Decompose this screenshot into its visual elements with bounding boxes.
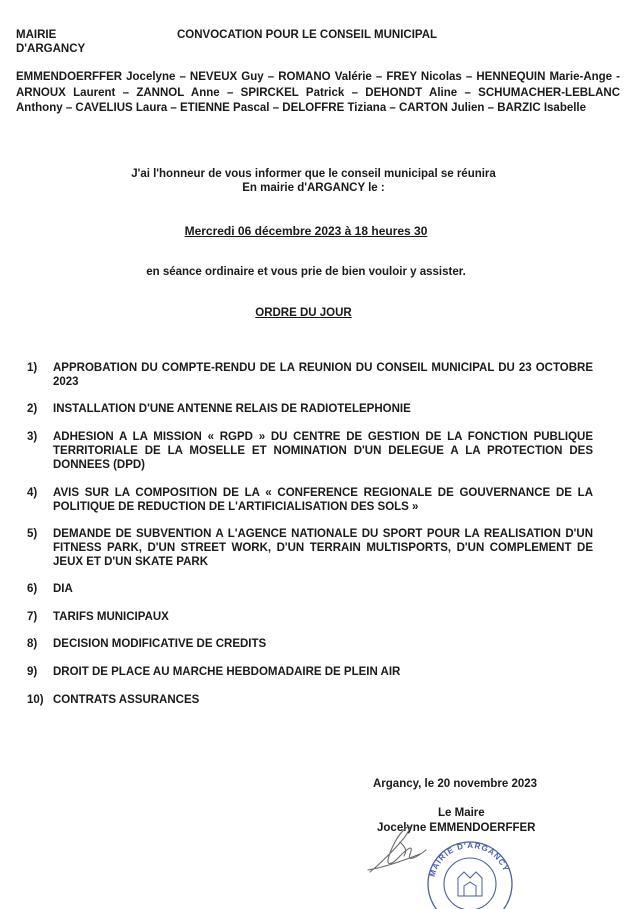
agenda-item	[27, 361, 593, 389]
seal-emblem-icon	[458, 872, 482, 896]
agenda-item	[27, 486, 593, 514]
mayor-role: Le Maire	[438, 807, 485, 819]
agenda-item	[27, 693, 593, 707]
agenda-item-number: 4)	[27, 487, 38, 499]
agenda-item-text: DIA	[53, 583, 73, 595]
place-date: Argancy, le 20 novembre 2023	[373, 778, 538, 790]
agenda-item-number: 5)	[27, 528, 38, 540]
agenda-item-text: DECISION MODIFICATIVE DE CREDITS	[53, 638, 267, 650]
agenda-item-number: 9)	[27, 666, 38, 678]
agenda-item-text: DROIT DE PLACE AU MARCHE HEBDOMADAIRE DE PLEIN AIR	[53, 666, 401, 678]
signature-stroke	[368, 827, 426, 872]
mairie-seal	[424, 832, 514, 909]
agenda-item-text: APPROBATION DU COMPTE-RENDU DE LA REUNION DU CONSEIL MUNICIPAL DU 23 OCTOBRE 2023	[53, 362, 593, 388]
mairie-header	[16, 28, 85, 56]
intro-line-2: En mairie d'ARGANCY le :	[242, 182, 385, 194]
agenda-item-number: 8)	[27, 638, 38, 650]
seal-outer-ring	[428, 842, 512, 909]
intro-block	[0, 167, 627, 195]
seance-text: en séance ordinaire et vous prie de bien vouloir y assister.	[146, 266, 466, 278]
agenda-item-number: 10)	[27, 694, 44, 706]
agenda-item	[27, 527, 593, 569]
document-title: CONVOCATION POUR LE CONSEIL MUNICIPAL	[177, 29, 438, 41]
agenda-item-text: CONTRATS ASSURANCES	[53, 694, 200, 706]
seal-text: MAIRIE D'ARGANCY	[427, 840, 511, 878]
agenda-item-text: ADHESION A LA MISSION « RGPD » DU CENTRE DE GESTION DE LA FONCTION PUBLIQUE TERRITORIALE DE LA MOSELLE ET NOMINATION D'UN DELEGUE A LA PROTECTION DES DONNEES (DPD)	[53, 431, 593, 471]
agenda-item-text: TARIFS MUNICIPAUX	[53, 611, 169, 623]
agenda-item-number: 1)	[27, 362, 38, 374]
agenda-item-number: 3)	[27, 431, 38, 443]
mairie-line-1: MAIRIE	[16, 29, 57, 41]
agenda-item-text: DEMANDE DE SUBVENTION A L'AGENCE NATIONALE DU SPORT POUR LA REALISATION D'UN FITNESS PARK, D'UN STREET WORK, D'UN TERRAIN MULTISPORTS, D'UN COMPLEMENT DE JEUX ET D'UN SKATE PARK	[53, 528, 593, 568]
agenda-item-number: 2)	[27, 403, 38, 415]
agenda-item	[27, 582, 593, 596]
agenda-item-number: 7)	[27, 611, 38, 623]
mairie-line-2: D'ARGANCY	[16, 43, 86, 55]
agenda-item	[27, 637, 593, 651]
agenda-item-number: 6)	[27, 583, 38, 595]
agenda-item-text: INSTALLATION D'UNE ANTENNE RELAIS DE RADIOTELEPHONIE	[53, 403, 411, 415]
agenda-item	[27, 665, 593, 679]
seal-inner-ring	[444, 858, 496, 909]
intro-line-1: J'ai l'honneur de vous informer que le conseil municipal se réunira	[131, 168, 496, 180]
agenda-item	[27, 402, 593, 416]
agenda-title: ORDRE DU JOUR	[255, 307, 352, 319]
agenda-item	[27, 610, 593, 624]
signer-name: Jocelyne EMMENDOERFFER	[377, 822, 536, 834]
agenda-item-text: AVIS SUR LA COMPOSITION DE LA « CONFERENCE REGIONALE DE GOUVERNANCE DE LA POLITIQUE DE REDUCTION DE L'ARTIFICIALISATION DES SOLS »	[53, 487, 593, 513]
agenda-item	[27, 430, 593, 472]
meeting-date: Mercredi 06 décembre 2023 à 18 heures 30	[184, 224, 428, 238]
members-list: EMMENDOERFFER Jocelyne – NEVEUX Guy – ROMANO Valérie – FREY Nicolas – HENNEQUIN Marie-Ange - ARNOUX Laurent – ZANNOL Anne – SPIRCKEL Patrick – DEHONDT Aline – SCHUMACHER-LEBLANC Anthony – CAVELIUS Laura – ETIENNE Pascal – DELOFFRE Tiziana – CARTON Julien – BARZIC Isabelle	[16, 71, 620, 114]
